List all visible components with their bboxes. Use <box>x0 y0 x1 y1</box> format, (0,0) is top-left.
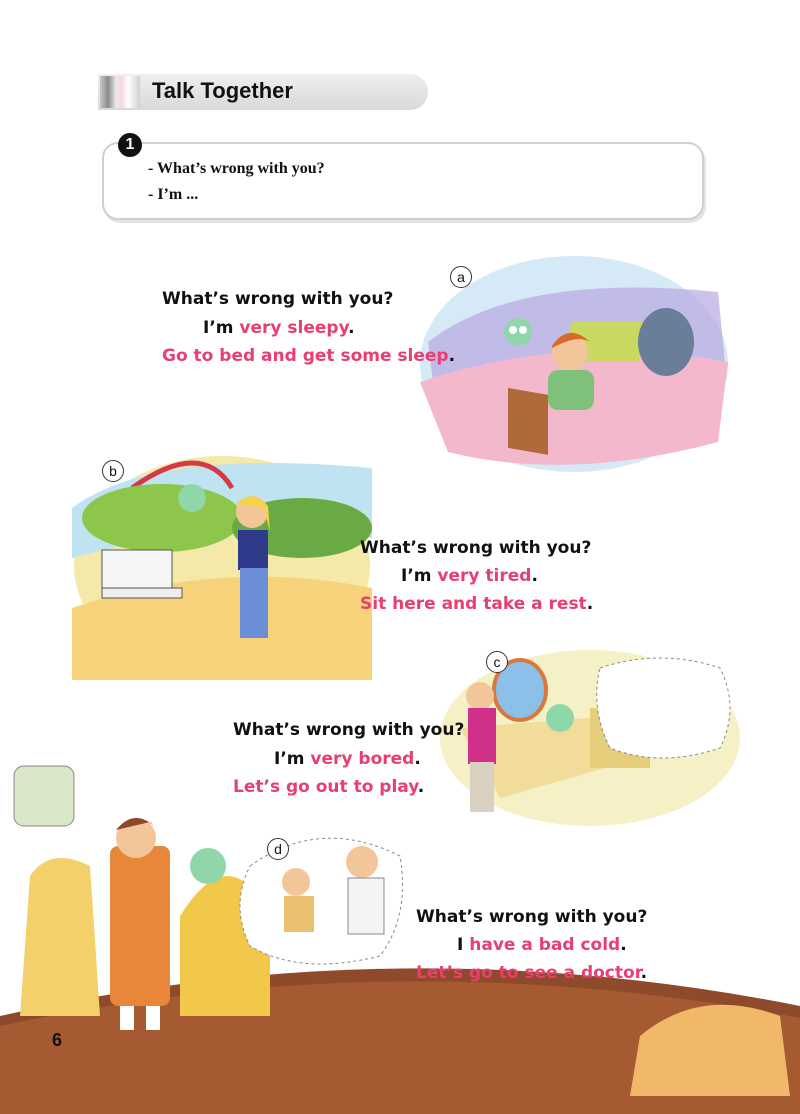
exercise-number-badge: 1 <box>118 133 142 157</box>
illustration-label-d: d <box>267 838 289 860</box>
illustration-d-city-hill <box>0 756 800 1114</box>
illustration-label-c: c <box>486 651 508 673</box>
dialogue-d-answer: I have a bad cold. <box>457 935 627 955</box>
dialogue-a-answer: I’m very sleepy. <box>203 318 355 338</box>
model-sentence-box <box>102 142 704 220</box>
section-header-chip <box>100 76 140 108</box>
dialogue-b-keyword: very tired <box>437 566 532 586</box>
model-line-answer: - I’m ... <box>148 186 199 203</box>
illustration-label-b: b <box>102 460 124 482</box>
dialogue-d-advice: Let’s go to see a doctor. <box>416 963 648 983</box>
dialogue-b-question: What’s wrong with you? <box>360 538 592 558</box>
dialogue-d-question: What’s wrong with you? <box>416 907 648 927</box>
dialogue-a-keyword: very sleepy <box>239 318 349 338</box>
dialogue-c-question: What’s wrong with you? <box>233 720 465 740</box>
dialogue-a-advice: Go to bed and get some sleep. <box>162 346 456 366</box>
dialogue-c-keyword: very bored <box>310 749 415 769</box>
dialogue-b-answer: I’m very tired. <box>401 566 538 586</box>
dialogue-a-question: What’s wrong with you? <box>162 289 394 309</box>
illustration-b-tired-girl <box>72 448 382 680</box>
dialogue-b-advice: Sit here and take a rest. <box>360 594 594 614</box>
model-line-question: - What’s wrong with you? <box>148 160 325 177</box>
dialogue-d-keyword: have a bad cold <box>469 935 621 955</box>
page-number: 6 <box>52 1030 63 1050</box>
illustration-label-a: a <box>450 266 472 288</box>
dialogue-c-answer: I’m very bored. <box>274 749 421 769</box>
dialogue-c-advice: Let’s go out to play. <box>233 777 425 797</box>
section-title: Talk Together <box>152 78 293 103</box>
